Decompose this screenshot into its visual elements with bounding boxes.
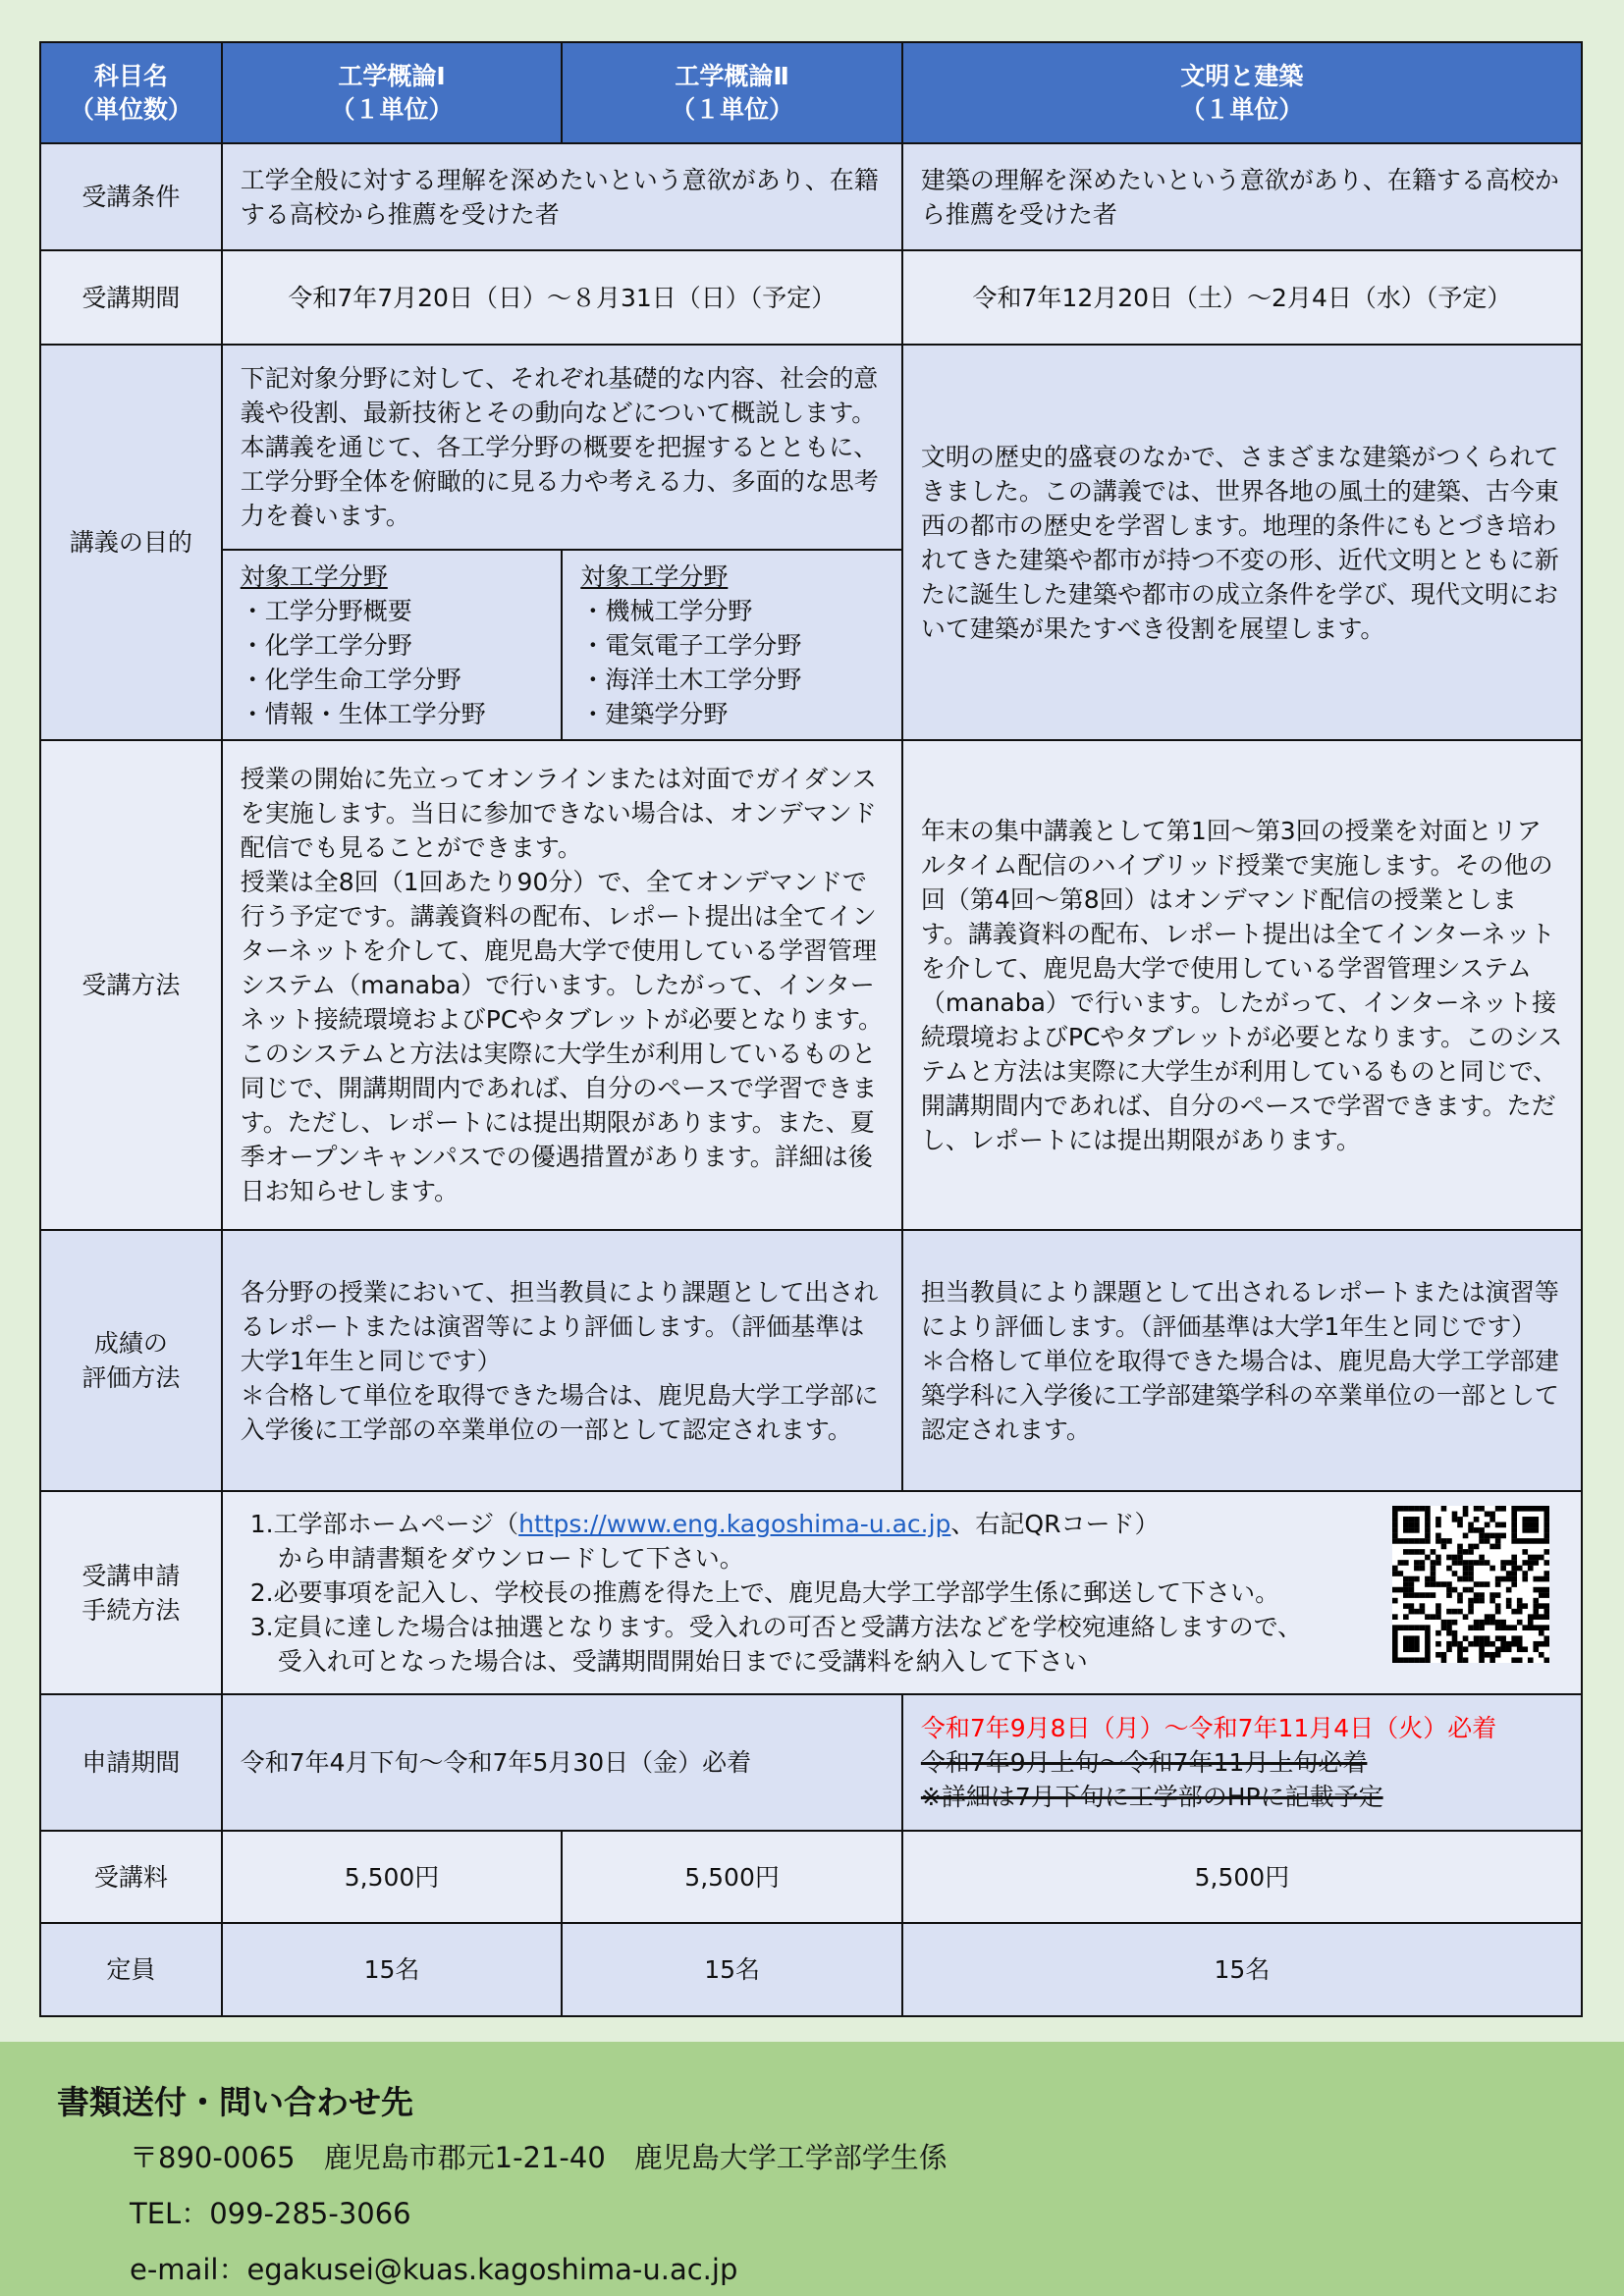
- row-label: 受講料: [40, 1831, 222, 1923]
- method-row: [40, 740, 1582, 1230]
- cell: 5,500円: [562, 1831, 902, 1923]
- cell: [902, 1694, 1582, 1831]
- cell: 建築の理解を深めたいという意欲があり、在籍する高校から推薦を受けた者: [902, 143, 1582, 250]
- cell: 15名: [222, 1923, 563, 2016]
- application-row: [40, 1694, 1582, 1831]
- contact-email[interactable]: e-mail：egakusei@kuas.kagoshima-u.ac.jp: [130, 2253, 738, 2286]
- procedure-row: [40, 1491, 1582, 1694]
- cell: 各分野の授業において、担当教員により課題として出されるレポートまたは演習等により評価します。（評価基準は大学1年生と同じです） ＊合格して単位を取得できた場合は、鹿児島大学工学部に入学後に工学部の卒業単位の一部として認定されます。: [222, 1230, 902, 1491]
- fields-list: 対象工学分野 ・工学分野概要 ・化学工学分野 ・化学生命工学分野 ・情報・生体工学分野: [222, 550, 563, 740]
- header-label: 科目名 （単位数）: [40, 42, 222, 143]
- cell: 令和7年4月下旬～令和7年5月30日（金）必着: [222, 1694, 902, 1831]
- contact-title: 書類送付・問い合わせ先: [57, 2083, 413, 2121]
- row-label: 受講方法: [40, 740, 222, 1230]
- row-label: 定員: [40, 1923, 222, 2016]
- contact-tel: TEL：099-285-3066: [130, 2197, 411, 2230]
- cell: 年末の集中講義として第1回～第3回の授業を対面とリアルタイム配信のハイブリッド授業で実施します。その他の回（第4回～第8回）はオンデマンド配信の授業とします。講義資料の配布、レポート提出は全てインターネットを介して、鹿児島大学で使用している学習管理システム（manaba）で行います。したがって、インターネット接続環境およびPCやタブレットが必要となります。このシステムと方法は実際に大学生が利用しているものと同じで、開講期間内であれば、自分のペースで学習できます。ただし、レポートには提出期限があります。: [902, 740, 1582, 1230]
- conditions-row: [40, 143, 1582, 250]
- cell: 令和7年12月20日（土）～2月4日（水）（予定）: [902, 250, 1582, 345]
- header-row: [40, 42, 1582, 143]
- cell: 令和7年7月20日（日）～８月31日（日）（予定）: [222, 250, 902, 345]
- new-period: 令和7年9月8日（月）～令和7年11月4日（火）必着: [920, 1714, 1497, 1742]
- cell: 5,500円: [902, 1831, 1582, 1923]
- row-label: 受講申請 手続方法: [40, 1491, 222, 1694]
- cell: 文明の歴史的盛衰のなかで、さまざまな建築がつくられてきました。この講義では、世界各地の風土的建築、古今東西の都市の歴史を学習します。地理的条件にもとづき培われてきた建築や都市が持つ不変の形、近代文明とともに新たに誕生した建築や都市の成立条件を学び、現代文明において建築が果たすべき役割を展望します。: [902, 345, 1582, 740]
- header-course2: 工学概論Ⅱ （１単位）: [562, 42, 902, 143]
- row-label: 講義の目的: [40, 345, 222, 740]
- contact-footer: [0, 2042, 1624, 2296]
- row-label: 受講条件: [40, 143, 222, 250]
- contact-address: 〒890-0065 鹿児島市郡元1-21-40 鹿児島大学工学部学生係: [130, 2141, 947, 2174]
- old-note: ※詳細は7月下旬に工学部のHPに記載予定: [920, 1783, 1383, 1811]
- capacity-row: [40, 1923, 1582, 2016]
- cell: 工学全般に対する理解を深めたいという意欲があり、在籍する高校から推薦を受けた者: [222, 143, 902, 250]
- cell: 15名: [902, 1923, 1582, 2016]
- cell: 1.工学部ホームページ（https://www.eng.kagoshima-u.ac.jp、右記QRコード） から申請書類をダウンロードして下さい。 2.必要事項を記入し、学校長の推薦を得た上で、鹿児島大学工学部学生係に郵送して下さい。 3.定員に達した場合は抽選となります。受入れの可否と受講方法などを学校宛連絡しますので、 受入れ可となった場合は、受講期間開始日までに受講料を納入して下さい: [222, 1491, 1582, 1694]
- purpose-row: [40, 345, 1582, 550]
- cell: 担当教員により課題として出されるレポートまたは演習等により評価します。（評価基準は大学1年生と同じです） ＊合格して単位を取得できた場合は、鹿児島大学工学部建築学科に入学後に工学部建築学科の卒業単位の一部として認定されます。: [902, 1230, 1582, 1491]
- fields-list: 対象工学分野 ・機械工学分野 ・電気電子工学分野 ・海洋土木工学分野 ・建築学分野: [562, 550, 902, 740]
- cell: 5,500円: [222, 1831, 563, 1923]
- cell: 下記対象分野に対して、それぞれ基礎的な内容、社会的意義や役割、最新技術とその動向などについて概説します。本講義を通じて、各工学分野の概要を把握するとともに、工学分野全体を俯瞰的に見る力や考える力、多面的な思考力を養います。: [222, 345, 902, 550]
- cell: 授業の開始に先立ってオンラインまたは対面でガイダンスを実施します。当日に参加できない場合は、オンデマンド配信でも見ることができます。 授業は全8回（1回あたり90分）で、全てオンデマンドで行う予定です。講義資料の配布、レポート提出は全てインターネットを介して、鹿児島大学で使用している学習管理システム（manaba）で行います。したがって、インターネット接続環境およびPCやタブレットが必要となります。このシステムと方法は実際に大学生が利用しているものと同じで、開講期間内であれば、自分のペースで学習できます。ただし、レポートには提出期限があります。また、夏季オープンキャンパスでの優遇措置があります。詳細は後日お知らせします。: [222, 740, 902, 1230]
- homepage-link[interactable]: https://www.eng.kagoshima-u.ac.jp: [518, 1510, 951, 1538]
- old-period: 令和7年9月上旬～令和7年11月上旬必着: [920, 1748, 1368, 1777]
- grading-row: [40, 1230, 1582, 1491]
- qr-code[interactable]: [1392, 1506, 1549, 1663]
- header-course3: 文明と建築 （１単位）: [902, 42, 1582, 143]
- row-label: 成績の 評価方法: [40, 1230, 222, 1491]
- row-label: 受講期間: [40, 250, 222, 345]
- cell: 15名: [562, 1923, 902, 2016]
- course-table: [39, 41, 1583, 2017]
- header-course1: 工学概論Ⅰ （１単位）: [222, 42, 563, 143]
- fee-row: [40, 1831, 1582, 1923]
- row-label: 申請期間: [40, 1694, 222, 1831]
- period-row: [40, 250, 1582, 345]
